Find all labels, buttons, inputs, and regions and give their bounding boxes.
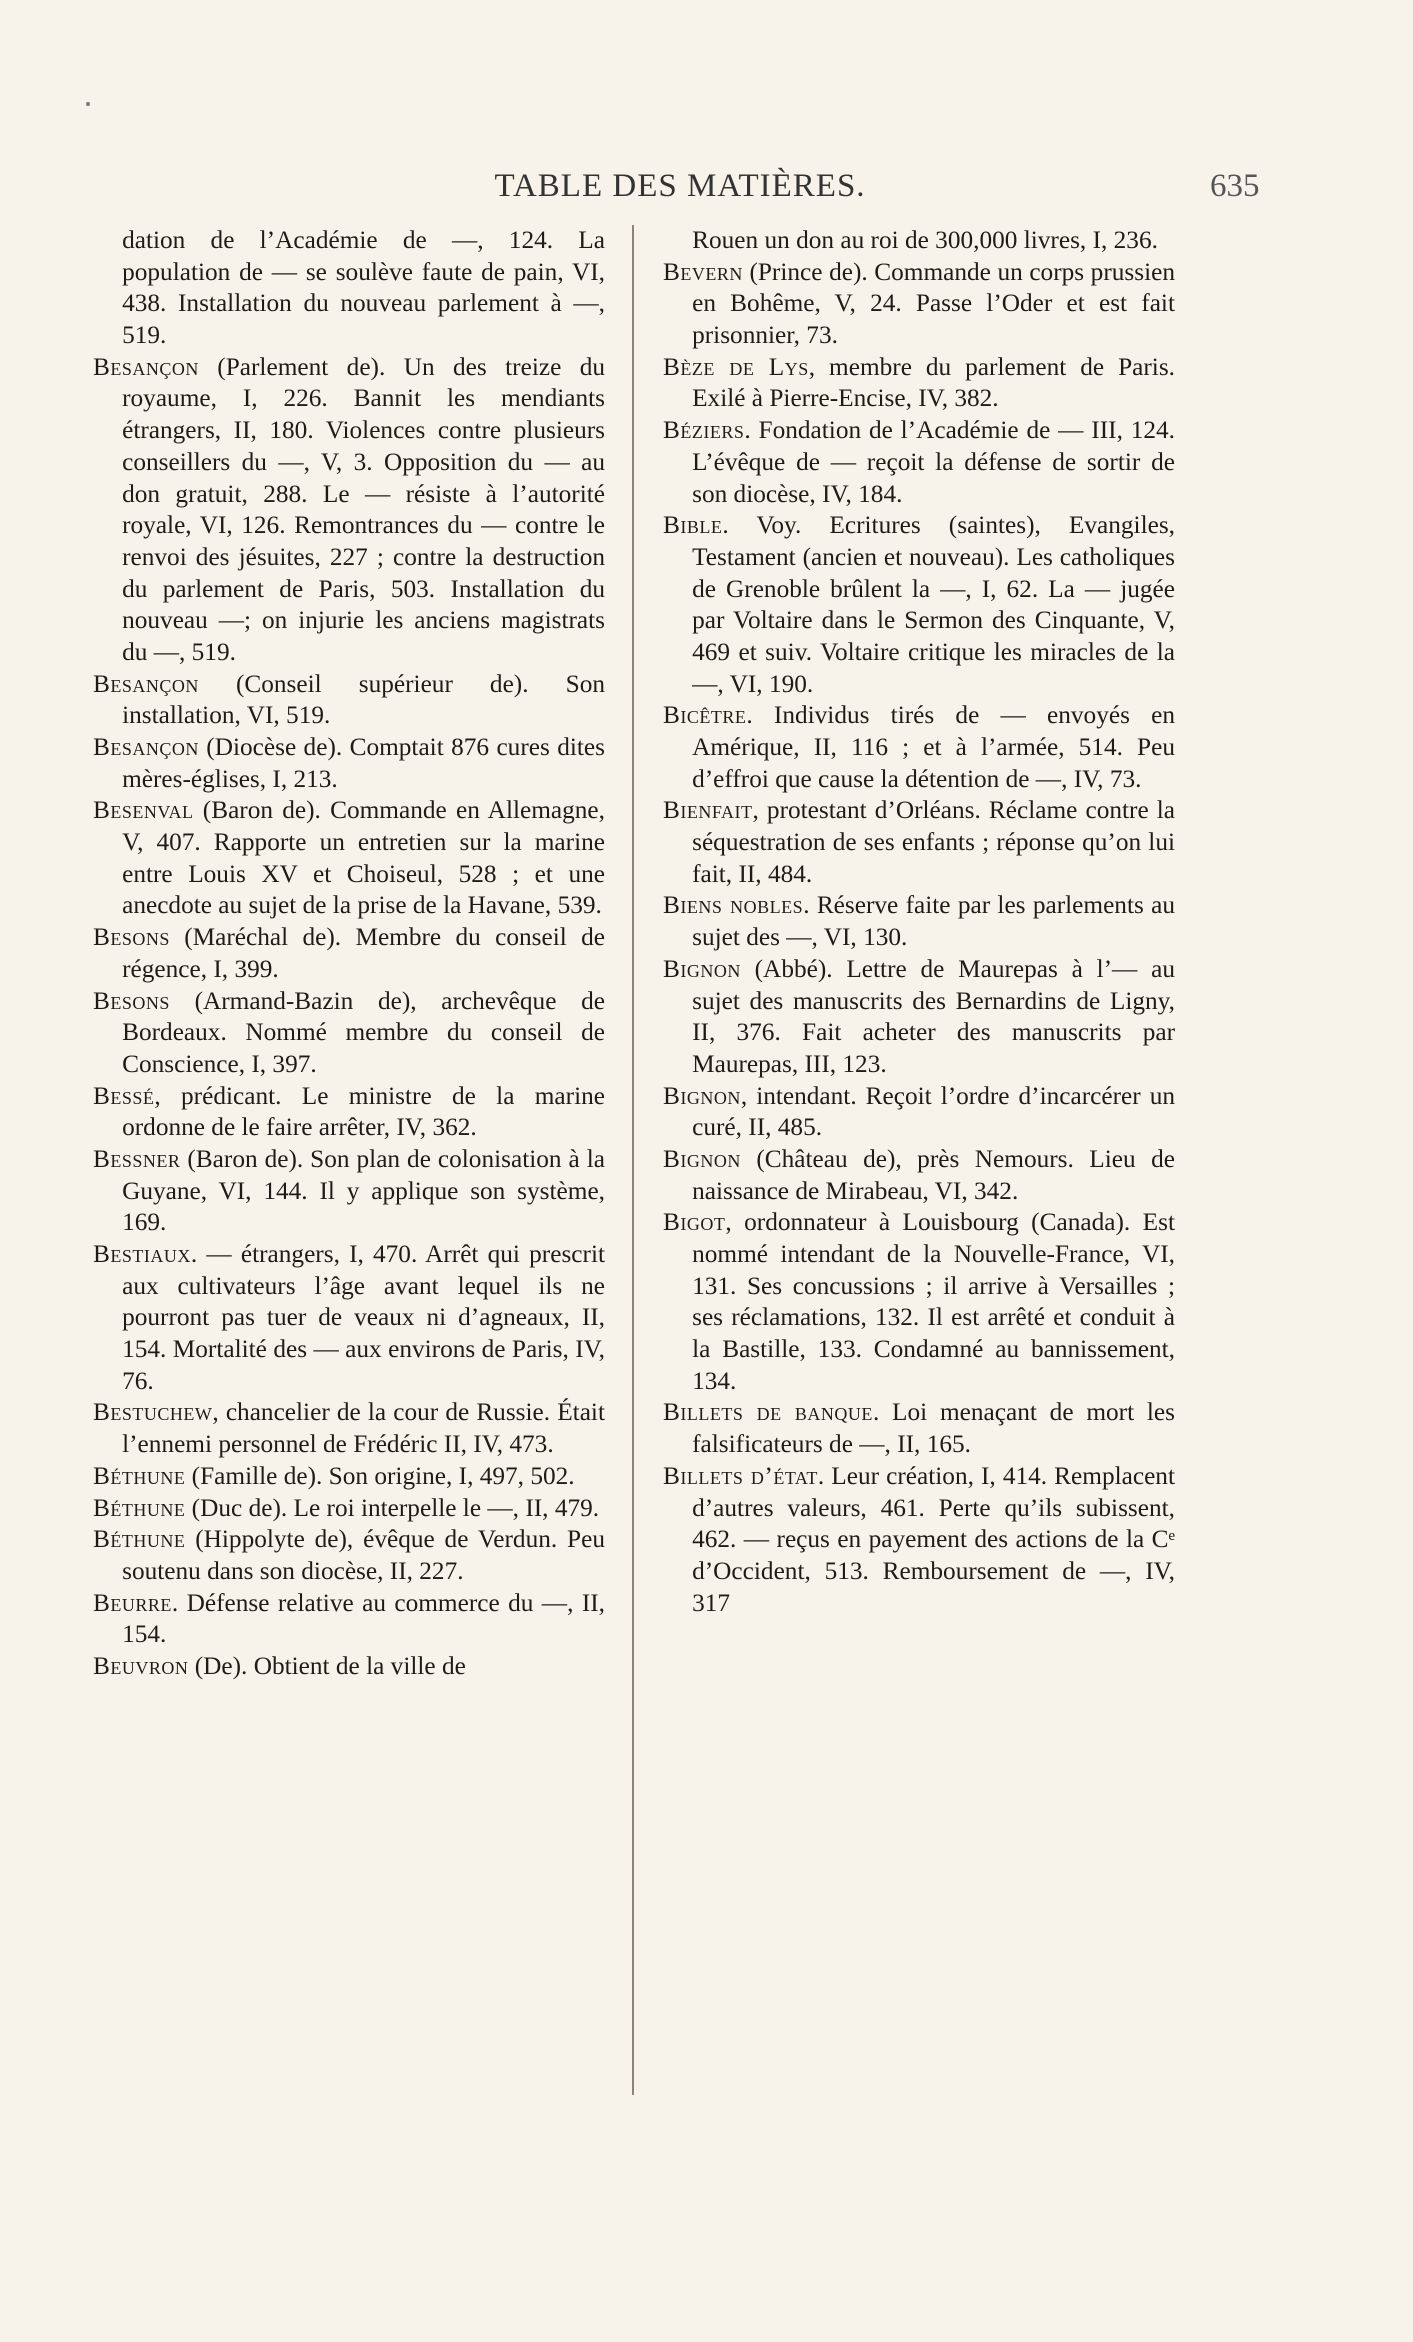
entry-text: . Loi menaçant de mort les falsificateurs de —, II, 165. [692,1398,1176,1459]
entry-heading: Besançon [93,669,199,698]
index-entry [663,1207,1175,1397]
entry-heading: Biens nobles [663,891,804,920]
entry-text: . Fondation de l’Académie de — III, 124. L’évêque de — reçoit la défense de sortir de son diocèse, IV, 184. [692,416,1175,508]
entry-text: , prédicant. Le ministre de la marine ordonne de le faire arrêter, IV, 362. [122,1081,605,1142]
index-entry [93,732,605,795]
entry-text: (Prince de). Commande un corps prussien en Bohême, V, 24. Passe l’Oder et est fait prisonnier, 73. [692,257,1175,350]
entry-text: (Famille de). Son origine, I, 497, 502. [185,1461,575,1490]
entry-text: Rouen un don au roi de 300,000 livres, I, 236. [692,226,1158,254]
index-entry [93,1524,605,1587]
ink-speck [86,102,90,106]
index-entry [93,986,605,1081]
entry-heading: Bestiaux [93,1240,191,1268]
entry-heading: Besons [93,986,170,1015]
entry-heading: Béthune [93,1461,186,1490]
index-entry [93,1651,605,1683]
index-entry [93,225,605,352]
index-entry [93,1239,605,1397]
index-entry [663,700,1175,795]
entry-heading: Besançon [93,352,199,381]
index-entry [93,1493,605,1525]
index-entry [663,1081,1175,1144]
index-entry [93,669,605,732]
entry-text: (Duc de). Le roi interpelle le —, II, 479. [185,1493,600,1522]
entry-text: . Leur création, I, 414. Remplacent d’autres valeurs, 461. Perte qu’ils subissent, 462. — reçus en payement des actions de la Cᵉ d’Occident, 513. Remboursement de —, IV, 317 [692,1461,1175,1617]
entry-heading: Bienfait [663,796,753,825]
entry-text: , intendant. Reçoit l’ordre d’incarcérer un curé, II, 485. [692,1081,1175,1142]
index-entry [93,1397,605,1460]
entry-text: (Hippolyte de), évêque de Verdun. Peu soutenu dans son diocèse, II, 227. [122,1525,605,1585]
index-entry [663,1144,1175,1207]
entry-heading: Béziers [663,416,745,445]
entry-text: (Conseil supérieur de). Son installation, VI, 519. [122,669,605,730]
entry-text: (Diocèse de). Comptait 876 cures dites mères-églises, I, 213. [122,733,605,793]
index-entry [93,795,605,922]
entry-heading: Bèze de Lys [663,352,809,381]
entry-heading: Billets de banque [663,1398,873,1427]
entry-heading: Bignon [663,1081,741,1110]
entry-heading: Bignon [663,1144,741,1173]
entry-text: . — étrangers, I, 470. Arrêt qui prescrit aux cultivateurs l’âge avant lequel ils ne pourront pas tuer de veaux ni d’agneaux, II, 154. Mortalité des — aux environs de Paris, IV, 76. [122,1240,605,1395]
entry-heading: Bicêtre [663,701,747,730]
entry-heading: Bessé [93,1081,155,1110]
entry-heading: Béthune [93,1525,186,1554]
entry-heading: Bestuchew [93,1398,213,1427]
entry-text: , chancelier de la cour de Russie. Était l’ennemi personnel de Frédéric II, IV, 473. [122,1398,605,1459]
running-title: TABLE DES MATIÈRES. [494,168,866,204]
entry-text: . Voy. Ecritures (saintes), Evangiles, Testament (ancien et nouveau). Les catholiques de Grenoble brûlent la —, I, 62. La — jugée par Voltaire dans le Sermon des Cinquante, V, 469 et suiv. Voltaire critique les miracles de la —, VI, 190. [692,511,1175,698]
entry-text: (Abbé). Lettre de Maurepas à l’— au sujet des manuscrits des Bernardins de Ligny, II, 376. Fait acheter des manuscrits par Maurepas, III, 123. [692,954,1175,1078]
entry-text: , protestant d’Orléans. Réclame contre la séquestration de ses enfants ; réponse qu’on lui fait, II, 484. [692,796,1175,888]
entry-text: (De). Obtient de la ville de [188,1651,466,1680]
index-entry [93,1144,605,1239]
entry-heading: Besançon [93,733,199,761]
entry-heading: Bignon [663,954,741,983]
entry-heading: Beurre [93,1588,172,1617]
index-entry [663,415,1175,510]
entry-text: , ordonnateur à Louisbourg (Canada). Est nommé intendant de la Nouvelle-France, VI, 131. Ses concussions ; il arrive à Versailles ; ses réclamations, 132. Il est arrêté et conduit à la Bastille, 133. Condamné au bannissement, 134. [692,1208,1175,1395]
index-entry [663,954,1175,1081]
index-entry [663,257,1175,352]
entry-heading: Bible [663,511,723,540]
index-entry [663,352,1175,415]
entry-text: . Individus tirés de — envoyés en Amérique, II, 116 ; et à l’armée, 514. Peu d’effroi que cause la détention de —, IV, 73. [692,701,1175,793]
entry-text: (Armand-Bazin de), archevêque de Bordeaux. Nommé membre du conseil de Conscience, I, 397. [122,986,605,1078]
entry-text: . Défense relative au commerce du —, II, 154. [122,1588,605,1649]
index-entry [93,352,605,669]
entry-text: (Baron de). Commande en Allemagne, V, 407. Rapporte un entretien sur la marine entre Louis XV et Choiseul, 528 ; et une anecdote au sujet de la prise de la Havane, 539. [122,796,605,920]
page-number: 635 [1210,168,1260,204]
entry-heading: Besons [93,923,170,952]
index-column-right [663,225,1175,1619]
index-entry [663,1461,1175,1619]
entry-text: (Maréchal de). Membre du conseil de régence, I, 399. [122,923,605,983]
index-column-left [93,225,605,1683]
index-entry [93,922,605,985]
index-entry [663,795,1175,890]
entry-text: (Parlement de). Un des treize du royaume, I, 226. Bannit les mendiants étrangers, II, 180. Violences contre plusieurs conseillers du —, V, 3. Opposition du — au don gratuit, 288. Le — résiste à l’autorité royale, VI, 126. Remontrances du — contre le renvoi des jésuites, 227 ; contre la destruction du parlement de Paris, 503. Installation du nouveau —; on injurie les anciens magistrats du —, 519. [122,352,605,666]
entry-text: . Réserve faite par les parlements au sujet des —, VI, 130. [692,891,1175,952]
entry-text: , membre du parlement de Paris. Exilé à Pierre-Encise, IV, 382. [692,352,1175,413]
entry-heading: Bigot [663,1208,726,1237]
entry-text: (Château de), près Nemours. Lieu de naissance de Mirabeau, VI, 342. [692,1144,1175,1205]
index-entry [663,1397,1175,1460]
entry-text: (Baron de). Son plan de colonisation à la Guyane, VI, 144. Il y applique son système, 169. [122,1144,605,1237]
index-entry [663,890,1175,953]
entry-heading: Béthune [93,1493,186,1522]
entry-heading: Besenval [93,796,194,825]
index-entry [663,225,1175,257]
entry-heading: Bevern [663,257,743,286]
entry-heading: Beuvron [93,1651,189,1680]
entry-heading: Bessner [93,1144,181,1173]
column-divider [632,225,634,2095]
entry-text: dation de l’Académie de —, 124. La population de — se soulève faute de pain, VI, 438. Installation du nouveau parlement à —, 519. [122,226,605,350]
entry-heading: Billets d’état [663,1461,818,1490]
index-entry [93,1081,605,1144]
index-entry [663,510,1175,700]
index-entry [93,1461,605,1493]
index-entry [93,1588,605,1651]
